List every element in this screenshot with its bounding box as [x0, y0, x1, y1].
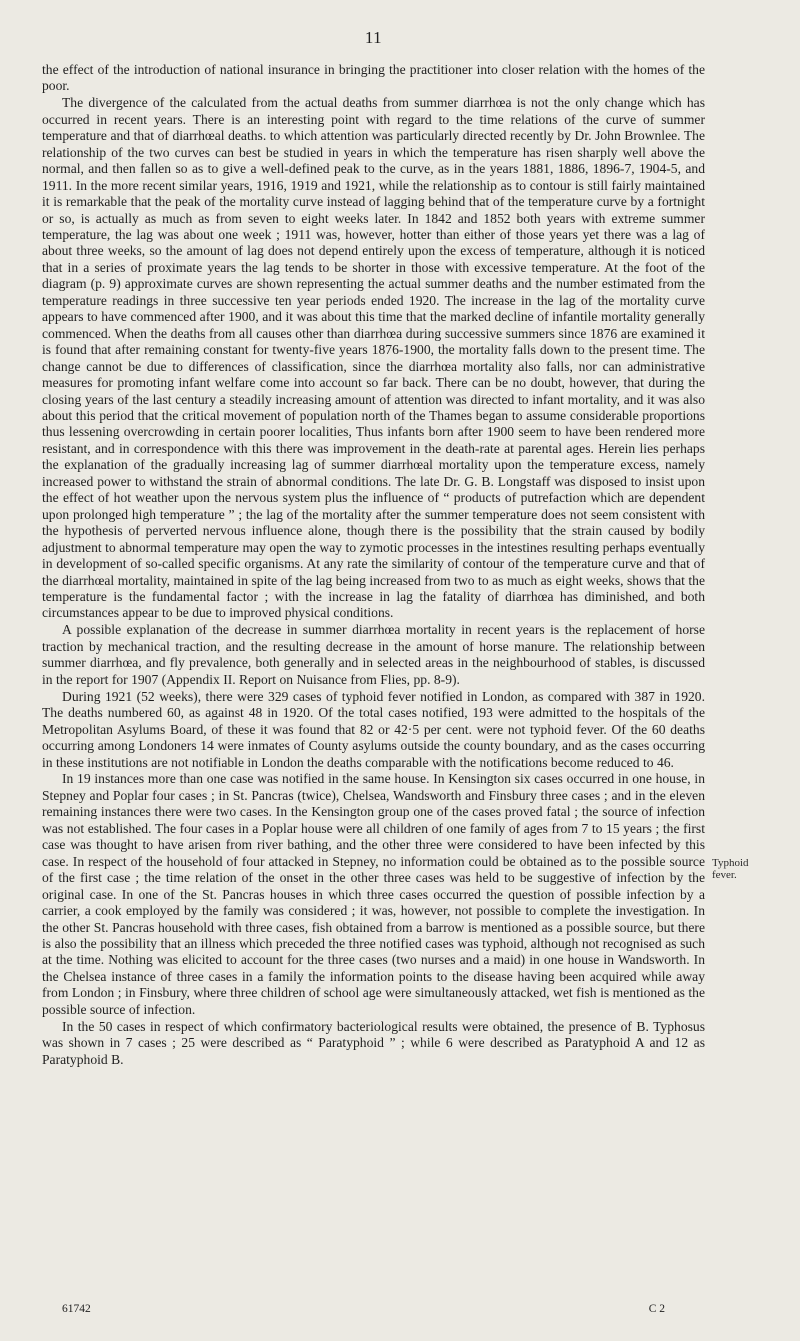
paragraph-typhoid-cases: During 1921 (52 weeks), there were 329 cases of typhoid fever notified in London, as compared with 387 in 1920. The deaths numbered 60, as against 48 in 1920. Of the total cases notified, 193 were admitted to the hospitals of the Metropolitan Asylums Board, of these it was found that 82 or 42·5 per cent. were not typhoid fever. Of the 60 deaths occurring among Londoners 14 were inmates of County asylums outside the county boundary, and as the cases occurring in these institutions are not notifiable in London the deaths comparable with the notifications become reduced to 46.: [42, 688, 705, 770]
paragraph-bacteriological: In the 50 cases in respect of which confirmatory bacteriological results were obtained, the presence of B. Typhosus was shown in 7 cases ; 25 were described as “ Paratyphoid ” ; while 6 were described as Paratyphoid A and 12 as Paratyphoid B.: [42, 1018, 705, 1067]
print-code: 61742: [62, 1303, 91, 1315]
margin-note-typhoid: Typhoid fever.: [712, 857, 749, 881]
paragraph-diarrhoea-lag: The divergence of the calculated from the actual deaths from summer diarrhœa is not the only change which has occurred in recent years. There is an interesting point with regard to the time relations of the curve of summer temperature and that of diarrhœal deaths. to which attention was particularly directed recently by Dr. John Brownlee. The relationship of the two curves can best be studied in years in which the temperature has risen sharply well above the normal, and then fallen so as to give a well-defined peak to the curve, as in the years 1881, 1886, 1896-7, 1904-5, and 1911. In the more recent similar years, 1916, 1919 and 1921, while the relationship as to contour is still fairly maintained it is remarkable that the peak of the mortality curve instead of lagging behind that of the temperature curve by a fortnight or so, is actually as much as from seven to eight weeks later. In 1842 and 1852 both years with extreme summer temperature, the lag was about one week ; 1911 was, however, hotter than either of those years yet there was a lag of about three weeks, so the amount of lag does not depend entirely upon the excess of temperature, although it is noticed that in a series of proximate years the lag tends to be shorter in those with excessive temperature. At the foot of the diagram (p. 9) approximate curves are shown representing the actual summer deaths and the number estimated from the temperature readings in three successive ten year periods ended 1920. The increase in the lag of the mortality curve appears to have commenced after 1900, and it was about this time that the marked decline of infantile mortality generally commenced. When the deaths from all causes other than diarrhœa during successive summers since 1876 are examined it is found that after remaining constant for twenty-five years 1876-1900, the mortality falls down to the present time. The change cannot be due to differences of classification, since the diarrhœa mortality also falls, nor can administrative measures for promoting infant welfare come into account so far back. There can be no doubt, however, that during the closing years of the last century a steadily increasing amount of attention was directed to infant mortality, and it was also about this period that the critical movement of population north of the Thames began to assume considerable proportions thus lessening overcrowding in certain poorer localities, Thus infants born after 1900 seem to have been rendered more resistant, and in correspondence with this there was improvement in the death-rate at parental ages. Herein lies perhaps the explanation of the gradually increasing lag of summer diarrhœal mortality upon the temperature excess, namely increased power to withstand the strain of abnormal conditions. The late Dr. G. B. Longstaff was disposed to insist upon the effect of hot weather upon the nervous system plus the influence of “ products of putrefaction which are dependent upon prolonged high temperature ” ; the lag of the mortality after the summer temperature does not seem consistent with the hypothesis of perverted nervous influence alone, though there is the possibility that the strain caused by bodily adjustment to abnormal temperature may open the way to zymotic processes in the intestines resulting perhaps eventually in development of so-called specific organisms. At any rate the similarity of contour of the temperature curve and that of the diarrhœal mortality, maintained in spite of the lag being increased from two to as much as eight weeks, shows that the temperature is the fundamental factor ; with the increase in lag the fatality of diarrhœa has diminished, and both circumstances appear to be due to improved physical conditions.: [42, 95, 705, 621]
page-number: 11: [364, 28, 383, 47]
body-text: [42, 62, 705, 1068]
signature-mark: C 2: [648, 1303, 665, 1315]
page-footer: [42, 1303, 705, 1315]
paragraph-multiple-cases: In 19 instances more than one case was notified in the same house. In Kensington six cases occurred in one house, in Stepney and Poplar four cases ; in St. Pancras (twice), Chelsea, Wandsworth and Finsbury three cases ; and in the eleven remaining instances there were two cases. In the Kensington group one of the cases proved fatal ; the source of infection was not established. The four cases in a Poplar house were all children of one family of ages from 7 to 15 years ; the first case was thought to have arisen from river bathing, and the other three were considered to have been infected by this case. In respect of the household of four attacked in Stepney, no information could be obtained as to the possible source of the first case ; the time relation of the onset in the other three cases was held to be suggestive of infection by the original case. In one of the St. Pancras houses in which three cases occurred the question of possible infection by a carrier, a cook employed by the family was considered ; it was, however, not possible to complete the investigation. In the other St. Pancras household with three cases, fish obtained from a barrow is mentioned as a possible source, but there is also the possibility that an illness which preceded the three notified cases was typhoid, although not recognised as such at the time. Nothing was elicited to account for the three cases (two nurses and a maid) in one house in Wandsworth. In the Chelsea instance of three cases in a family the information points to the disease having been acquired while away from London ; in Finsbury, where three children of school age were simultaneously attacked, wet fish is mentioned as the possible source of infection.: [42, 771, 705, 1017]
paragraph-national-insurance: the effect of the introduction of national insurance in bringing the practitioner into closer relation with the homes of the poor.: [42, 62, 705, 94]
paragraph-horse-traction: A possible explanation of the decrease in summer diarrhœa mortality in recent years is the replacement of horse traction by mechanical traction, and the resulting decrease in the amount of horse manure. The relationship between summer diarrhœa, and fly prevalence, both generally and in selected areas in the neighbourhood of stables, is discussed in the report for 1907 (Appendix II. Report on Nuisance from Flies, pp. 8-9).: [42, 622, 705, 687]
